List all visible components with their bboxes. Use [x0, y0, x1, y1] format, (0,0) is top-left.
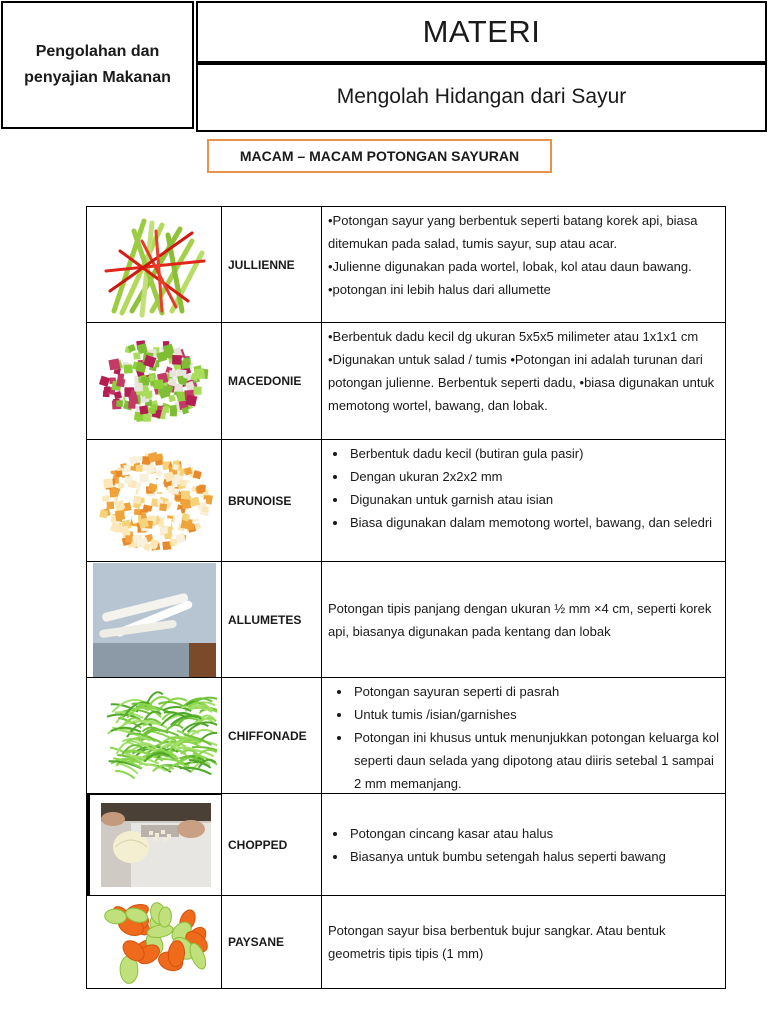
- table-row: [87, 896, 726, 989]
- subject-box: [1, 1, 194, 129]
- julienne-vegetables-icon: [87, 207, 222, 322]
- bullet-item: • Biasa digunakan dalam memotong wortel, bawang, dan seledri: [348, 511, 719, 534]
- section-title: MACAM – MACAM POTONGAN SAYURAN: [207, 139, 552, 173]
- cut-description: [322, 207, 726, 322]
- cut-name: JULLIENNE: [222, 207, 322, 322]
- bullet-item: • Digunakan untuk garnish atau isian: [348, 488, 719, 511]
- bullet-item: • Dengan ukuran 2x2x2 mm: [348, 465, 719, 488]
- chopped-onion-icon: [87, 794, 222, 895]
- cut-name: BRUNOISE: [222, 440, 322, 561]
- cut-description: [322, 323, 726, 439]
- table-row: [87, 323, 726, 440]
- description-line: •Potongan sayur yang berbentuk seperti batang korek api, biasa ditemukan pada salad, tumis sayur, sup atau acar.: [328, 213, 698, 251]
- subject-line-2: penyajian Makanan: [24, 69, 171, 86]
- description-text: Potongan tipis panjang dengan ukuran ½ mm ×4 cm, seperti korek api, biasanya digunakan pada kentang dan lobak: [328, 600, 712, 639]
- cut-name: MACEDONIE: [222, 323, 322, 439]
- bullet-item: • Berbentuk dadu kecil (butiran gula pasir): [348, 442, 719, 465]
- description-line: •Berbentuk dadu kecil dg ukuran 5x5x5 milimeter atau 1x1x1 cm: [328, 329, 699, 344]
- brunoise-vegetables-icon: [87, 440, 222, 561]
- page-title: MATERI: [198, 3, 765, 65]
- cut-description: [322, 440, 726, 561]
- cuts-table: [86, 206, 726, 989]
- title-box: [196, 1, 767, 132]
- bullet-item: • Potongan cincang kasar atau halus: [348, 822, 666, 845]
- allumettes-vegetables-icon: [87, 562, 222, 677]
- subject-line-1: Pengolahan dan: [35, 43, 160, 60]
- table-row: [87, 207, 726, 323]
- description-text: Potongan sayur bisa berbentuk bujur sangkar. Atau bentuk geometris tipis tipis (1 mm): [328, 923, 666, 961]
- page-subtitle: Mengolah Hidangan dari Sayur: [336, 84, 627, 108]
- cut-description: [322, 794, 726, 895]
- table-row: [87, 794, 726, 896]
- cut-description: [322, 562, 726, 677]
- table-row: [87, 562, 726, 678]
- description-line: •Julienne digunakan pada wortel, lobak, kol atau daun bawang.: [328, 259, 692, 274]
- cut-description: [322, 896, 726, 988]
- cut-name: PAYSANE: [222, 896, 322, 988]
- cut-name: CHOPPED: [222, 794, 322, 895]
- bullet-item: • Potongan sayuran seperti di pasrah: [352, 680, 719, 703]
- table-row: [87, 678, 726, 794]
- macedonie-vegetables-icon: [87, 323, 222, 439]
- bullet-item: • Biasanya untuk bumbu setengah halus seperti bawang: [348, 845, 666, 868]
- bullet-item: • Untuk tumis /isian/garnishes: [352, 703, 719, 726]
- description-line: •Digunakan untuk salad / tumis •Potongan ini adalah turunan dari potongan julienne. Berbentuk seperti dadu, •biasa digunakan untuk memotong wortel, bawang, dan lobak.: [328, 352, 715, 413]
- paysanne-vegetables-icon: [87, 896, 222, 988]
- cut-name: CHIFFONADE: [222, 678, 322, 793]
- bullet-item: • Potongan ini khusus untuk menunjukkan potongan keluarga kol seperti daun selada yang dipotong atau diiris setebal 1 sampai 2 mm memanjang.: [352, 726, 719, 795]
- chiffonade-vegetables-icon: [87, 678, 222, 793]
- description-line: •potongan ini lebih halus dari allumette: [328, 282, 551, 297]
- cut-description: [322, 678, 726, 793]
- table-row: [87, 440, 726, 562]
- cut-name: ALLUMETES: [222, 562, 322, 677]
